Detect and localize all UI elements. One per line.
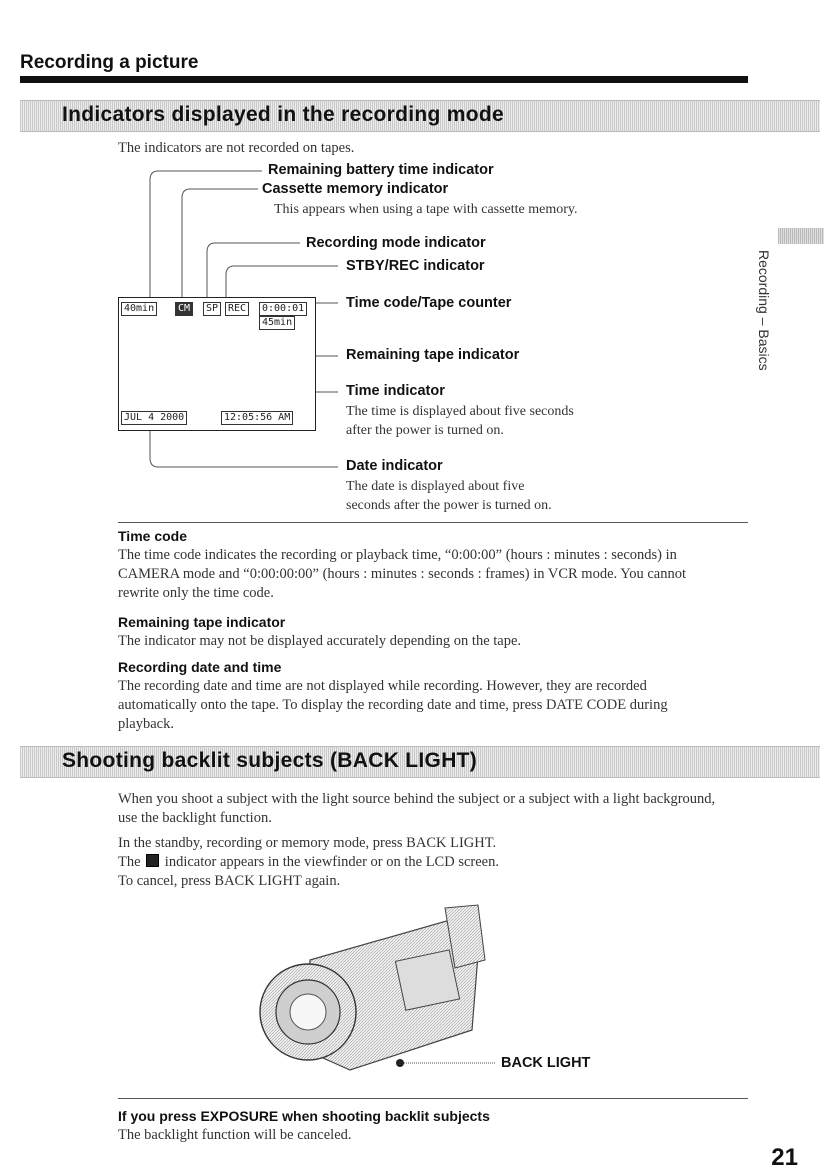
page-number: 21 <box>771 1144 798 1171</box>
label-timecode: Time code/Tape counter <box>346 295 512 311</box>
notes-divider <box>118 522 748 523</box>
leader-rec-mode <box>207 243 300 298</box>
label-cassette: Cassette memory indicator <box>262 181 449 197</box>
camcorder-illustration <box>250 900 530 1080</box>
leader-stby <box>226 266 338 298</box>
page-section-title: Recording a picture <box>20 52 199 73</box>
note-heading-remaining: Remaining tape indicator <box>118 614 286 630</box>
intro-text: The indicators are not recorded on tapes. <box>118 140 355 156</box>
desc-date-1: The date is displayed about five <box>346 479 525 494</box>
leader-date <box>150 428 338 467</box>
backlight-button <box>396 1059 404 1067</box>
desc-date-2: seconds after the power is turned on. <box>346 498 552 513</box>
note-heading-recdate: Recording date and time <box>118 659 282 675</box>
section-banner-backlight <box>20 746 820 778</box>
backlight-indicator-line: The indicator appears in the viewfinder or on the LCD screen. <box>118 854 499 870</box>
cassette-memory-indicator: CM <box>175 302 193 316</box>
label-remaining-tape: Remaining tape indicator <box>346 347 520 363</box>
desc-time-2: after the power is turned on. <box>346 423 504 438</box>
label-stby: STBY/REC indicator <box>346 258 485 274</box>
recording-mode-indicator: SP <box>203 302 221 316</box>
label-time: Time indicator <box>346 383 445 399</box>
note-text-recdate: The recording date and time are not displayed while recording. However, they are recorded automatically onto the tape. To display the recording date and time, press DATE CODE during playback. <box>118 678 668 732</box>
remaining-tape-indicator: 45min <box>259 316 295 330</box>
label-battery: Remaining battery time indicator <box>268 162 494 178</box>
side-tab-label: Recording – Basics <box>756 250 772 371</box>
tip-divider <box>118 1098 748 1099</box>
side-tab-marker <box>778 228 824 244</box>
label-rec-mode: Recording mode indicator <box>306 235 486 251</box>
lcd-panel <box>395 950 459 1010</box>
backlight-intro: When you shoot a subject with the light source behind the subject or a subject with a light background, use the backlight function. <box>118 791 716 826</box>
note-text-remaining: The indicator may not be displayed accurately depending on the tape. <box>118 633 522 649</box>
lcd-display <box>118 297 316 431</box>
lens-center <box>290 994 326 1030</box>
backlight-cancel: To cancel, press BACK LIGHT again. <box>118 873 341 889</box>
time-code-indicator: 0:00:01 <box>259 302 307 316</box>
leader-battery <box>150 171 262 298</box>
tip-heading: If you press EXPOSURE when shooting backlit subjects <box>118 1108 490 1124</box>
date-indicator: JUL 4 2000 <box>121 411 187 425</box>
battery-time-indicator: 40min <box>121 302 157 316</box>
backlight-step: In the standby, recording or memory mode, press BACK LIGHT. <box>118 835 497 851</box>
desc-time-1: The time is displayed about five seconds <box>346 404 574 419</box>
time-indicator: 12:05:56 AM <box>221 411 293 425</box>
desc-cassette: This appears when using a tape with cassette memory. <box>274 202 578 217</box>
tip-text: The backlight function will be canceled. <box>118 1127 352 1143</box>
banner-title: Indicators displayed in the recording mode <box>62 103 505 126</box>
stby-rec-indicator: REC <box>225 302 249 316</box>
label-date: Date indicator <box>346 458 443 474</box>
banner-title: Shooting backlit subjects (BACK LIGHT) <box>62 749 478 772</box>
note-heading-timecode: Time code <box>118 528 187 544</box>
label-backlight-button: BACK LIGHT <box>501 1055 591 1071</box>
note-text-timecode: The time code indicates the recording or playback time, “0:00:00” (hours : minutes : seconds) in CAMERA mode and “0:00:00:00” (hours : minutes : seconds : frames) in VCR mode. You cannot rewrite only the time code. <box>118 547 687 601</box>
backlight-icon <box>146 854 159 867</box>
